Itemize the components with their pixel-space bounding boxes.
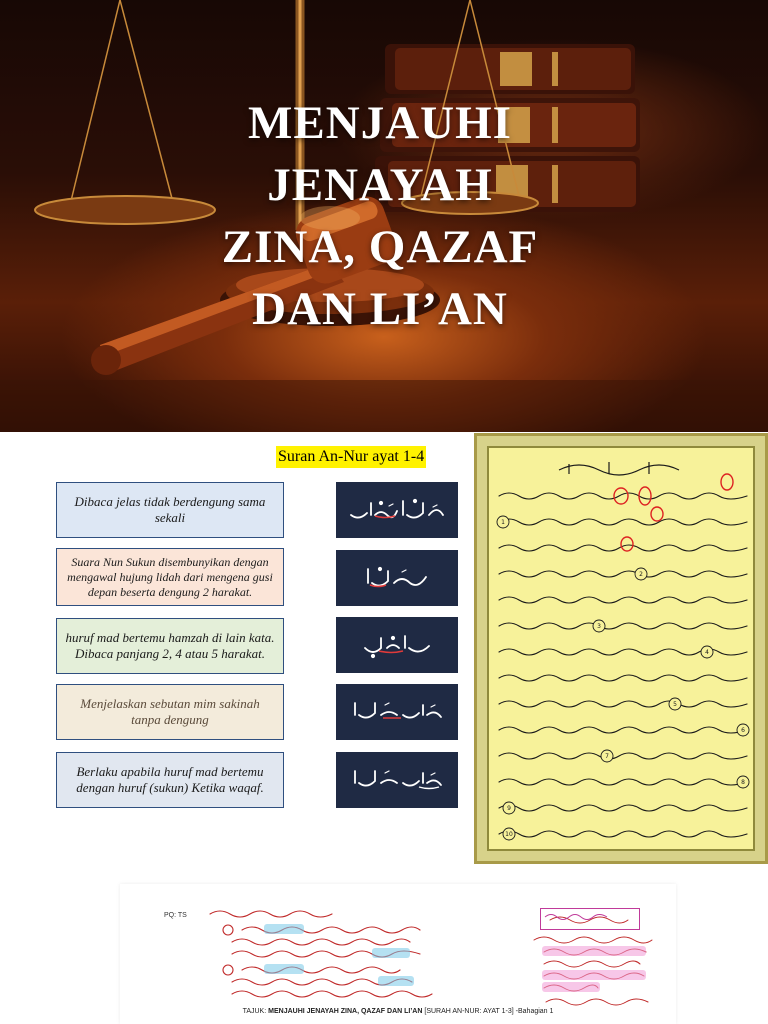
ayah-markers <box>497 516 749 840</box>
tajwid-rule-2: Suara Nun Sukun disembunyikan dengan mengawal hujung lidah dari mengena gusi depan beserta dengung 2 harakat. <box>56 548 284 606</box>
arabic-phrase-4 <box>349 697 445 727</box>
ayah-number: 7 <box>605 753 609 760</box>
ayah-number: 9 <box>507 805 511 812</box>
arabic-example-3 <box>336 617 458 673</box>
arabic-example-4 <box>336 684 458 740</box>
tajwid-rule-4: Menjelaskan sebutan mim sakinah tanpa dengung <box>56 684 284 740</box>
hero-banner <box>0 0 768 432</box>
notes-footer-title: MENJAUHI JENAYAH ZINA, QAZAF DAN LI’AN <box>268 1008 423 1015</box>
ayah-number: 10 <box>505 831 513 838</box>
ayah-number: 2 <box>639 571 643 578</box>
ayah-number: 1 <box>501 519 505 526</box>
ayah-number: 3 <box>597 623 601 630</box>
hero-title-line-2: JENAYAH <box>267 159 493 211</box>
basmalah <box>559 462 679 475</box>
notes-topic-box <box>540 908 640 930</box>
arabic-example-2 <box>336 550 458 606</box>
ayah-number: 5 <box>673 701 677 708</box>
arabic-phrase-2 <box>362 563 432 593</box>
hero-title <box>160 92 600 340</box>
notes-footer <box>120 1008 676 1015</box>
arabic-example-5 <box>336 752 458 808</box>
surah-heading: Suran An-Nur ayat 1-4 <box>276 446 426 468</box>
handwritten-notes <box>120 884 676 1024</box>
notes-page-code: PQ: TS <box>164 912 187 919</box>
hero-title-line-3: ZINA, QAZAF <box>221 221 539 273</box>
arabic-example-1 <box>336 482 458 538</box>
notes-handwriting <box>120 884 676 1024</box>
tajwid-rule-5: Berlaku apabila huruf mad bertemu dengan huruf (sukun) Ketika waqaf. <box>56 752 284 808</box>
tajwid-rule-3: huruf mad bertemu hamzah di lain kata. Dibaca panjang 2, 4 atau 5 harakat. <box>56 618 284 674</box>
arabic-phrase-1 <box>345 495 449 525</box>
ayah-number: 4 <box>705 649 709 656</box>
arabic-phrase-3 <box>359 630 435 660</box>
ayah-number: 8 <box>741 779 745 786</box>
arabic-phrase-5 <box>349 765 445 795</box>
quran-page <box>474 433 768 864</box>
notes-footer-suffix: [SURAH AN-NUR: AYAT 1-3] -Bahagian 1 <box>424 1008 554 1015</box>
hero-title-line-4: DAN LI’AN <box>252 283 508 335</box>
notes-footer-prefix: TAJUK: <box>242 1008 267 1015</box>
ayah-lines <box>499 493 747 837</box>
hero-title-line-1: MENJAUHI <box>248 97 512 149</box>
ayah-number: 6 <box>741 727 745 734</box>
tajwid-annotation-circles <box>614 474 733 551</box>
tajwid-rule-1: Dibaca jelas tidak berdengung sama sekali <box>56 482 284 538</box>
quran-text-lines <box>489 448 759 855</box>
notes-topic-handwriting <box>541 909 611 921</box>
quran-page-text-block <box>487 446 755 851</box>
